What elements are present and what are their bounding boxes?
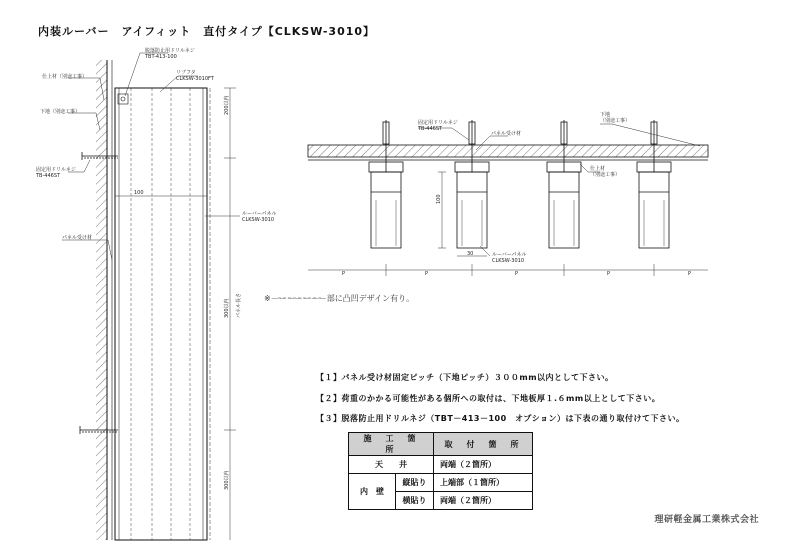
plan-view-louvers [369, 120, 671, 248]
note-2: 【２】荷重のかかる可能性がある個所への取付は、下地板厚１.６mm以上として下さい。 [316, 394, 661, 403]
table-header-cell: 施 工 箇 所 [349, 433, 434, 456]
plan-label-base: 下地 （別途工事） [600, 112, 631, 124]
label-caphead: リブフタ CLKSW-3010FT [176, 70, 214, 82]
table-cell: 上端部（１箇所） [434, 474, 533, 492]
plan-view-ceiling [308, 145, 708, 160]
table-cell: 縦貼り [396, 474, 434, 492]
company-name: 理研軽金属工業株式会社 [654, 515, 759, 525]
table-cell: 両端（２箇所） [434, 492, 533, 510]
plan-dim-pitch: P [688, 271, 692, 277]
design-marker-note: ※－－－－－－－部に凸凹デザイン有り。 [264, 294, 415, 303]
dim-top-pitch: 200以内 [224, 95, 230, 115]
side-view-leaders [62, 53, 240, 260]
label-louver-panel: ルーバーパネル CLKSW-3010 [242, 211, 277, 223]
label-drill-screw-fall: 脱落防止用ドリルネジ TBT-413-100 [145, 48, 195, 60]
dim-width: 100 [134, 190, 144, 196]
plan-dim-pitch: P [515, 271, 519, 277]
dim-mid-pitch: 300以内 [224, 298, 230, 318]
note-3: 【３】脱落防止用ドリルネジ（TBT－413－100 オプション）は下表の通り取付けて下さい。 [316, 414, 685, 423]
table-row [349, 433, 533, 456]
table-row [349, 456, 533, 474]
table-cell: 内 壁 [349, 474, 396, 510]
table-cell: 天 井 [349, 456, 434, 474]
side-view-wall [96, 60, 112, 540]
louver-section [637, 120, 671, 248]
label-finish-material: 仕上材（別途工事） [42, 74, 88, 80]
label-panel-receiver: パネル受け材 [62, 235, 93, 241]
page-title: 内装ルーバー アイフィット 直付タイプ【CLKSW-3010】 [38, 25, 376, 38]
side-view-dimensions [115, 88, 236, 540]
note-1: 【１】パネル受け材固定ピッチ（下地ピッチ）３００mm以内として下さい。 [316, 373, 614, 382]
table-row [349, 474, 533, 492]
plan-label-panel-receiver: パネル受け材 [491, 131, 522, 137]
plan-label-fix-drill: 固定用ドリルネジ TB-446ST [418, 120, 458, 132]
plan-dim-pitch: P [342, 271, 346, 277]
plan-dim-pitch: P [425, 271, 429, 277]
label-base-material: 下地（別途工事） [40, 109, 81, 115]
table-cell: 両端（２箇所） [434, 456, 533, 474]
table-cell: 横貼り [396, 492, 434, 510]
plan-dim-height: 100 [436, 194, 442, 204]
dim-bottom-pitch: 300以内 [224, 470, 230, 490]
plan-dim-width: 30 [467, 251, 474, 257]
plan-label-finish: 仕上材 （別途工事） [590, 166, 621, 178]
label-fix-drill: 固定用ドリルネジ TB-446ST [36, 167, 76, 179]
louver-section [455, 120, 489, 248]
dim-panel-pitch: パネル長さ [236, 292, 242, 318]
screw-placement-table [348, 432, 533, 510]
plan-dim-pitch: P [607, 271, 611, 277]
table-header-cell: 取 付 箇 所 [434, 433, 533, 456]
louver-section [369, 120, 403, 248]
louver-section [547, 120, 581, 248]
plan-label-louver-panel: ルーバーパネル CLKSW-3010 [492, 252, 527, 264]
side-view-panel [115, 88, 207, 540]
